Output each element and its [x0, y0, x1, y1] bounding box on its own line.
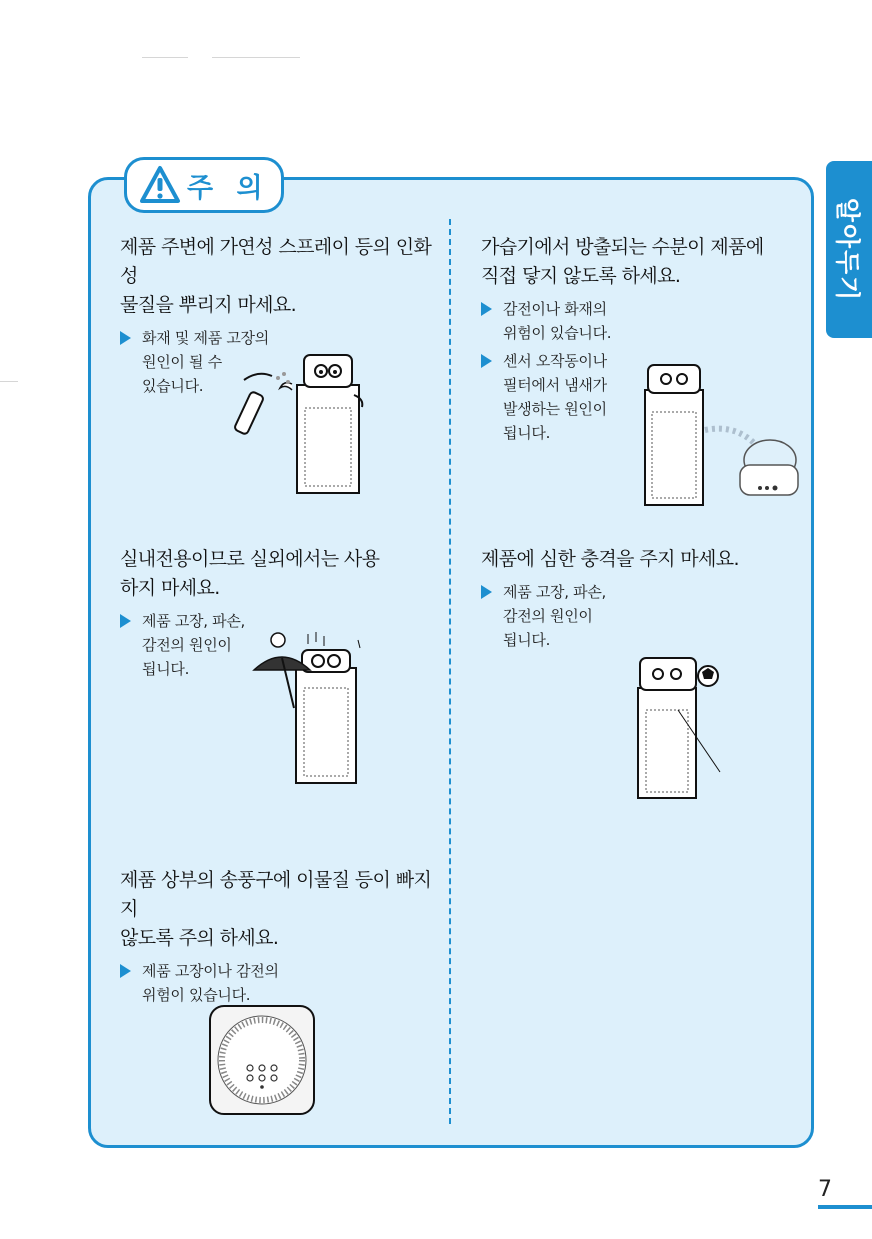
caution-badge — [124, 157, 284, 213]
page-number: 7 — [818, 1177, 832, 1202]
bullet-text: 제품 고장이나 감전의 위험이 있습니다. — [142, 962, 279, 1004]
margin-rule — [0, 381, 18, 382]
warning-triangle-icon — [139, 165, 181, 205]
section-title: 제품 상부의 송풍구에 이물질 등이 빠지지 않도록 주의 하세요. — [120, 869, 432, 949]
section-title: 실내전용이므로 실외에서는 사용 하지 마세요. — [120, 548, 380, 599]
section-impact — [481, 545, 801, 652]
bullet-triangle-icon — [120, 964, 131, 978]
bullet-triangle-icon — [120, 331, 131, 345]
section-outlet — [120, 866, 440, 1007]
bullet-text: 제품 고장, 파손, 감전의 원인이 됩니다. — [503, 583, 607, 649]
header-rule-right — [212, 57, 300, 58]
bullet-text: 제품 고장, 파손, 감전의 원인이 됩니다. — [142, 612, 246, 678]
bullet-text: 센서 오작동이나 필터에서 냄새가 발생하는 원인이 됩니다. — [503, 352, 607, 442]
caution-title: 주 의 — [187, 172, 270, 204]
bullet-triangle-icon — [481, 354, 492, 368]
header-rule-left — [142, 57, 188, 58]
bullet-item — [120, 959, 440, 1007]
column-divider — [449, 219, 451, 1124]
bullet-text: 화재 및 제품 고장의 원인이 될 수 있습니다. — [142, 329, 269, 395]
bullet-text: 감전이나 화재의 위험이 있습니다. — [503, 300, 612, 342]
bullet-triangle-icon — [481, 585, 492, 599]
section-tab[interactable] — [826, 161, 872, 338]
page-number-bar — [818, 1205, 872, 1209]
impact-purifier-illustration — [628, 640, 728, 800]
section-title: 제품 주변에 가연성 스프레이 등의 인화성 물질을 뿌리지 마세요. — [120, 236, 432, 316]
spray-purifier-illustration — [232, 350, 372, 495]
bullet-item — [481, 297, 801, 345]
bullet-triangle-icon — [481, 302, 492, 316]
section-tab-label: 알아두기 — [833, 197, 862, 302]
top-outlet-illustration — [208, 1004, 316, 1116]
outdoor-purifier-illustration — [248, 628, 388, 788]
section-title: 가습기에서 방출되는 수분이 제품에 직접 닿지 않도록 하세요. — [481, 236, 764, 287]
bullet-triangle-icon — [120, 614, 131, 628]
humidifier-purifier-illustration — [630, 350, 800, 510]
section-title: 제품에 심한 충격을 주지 마세요. — [481, 548, 740, 570]
